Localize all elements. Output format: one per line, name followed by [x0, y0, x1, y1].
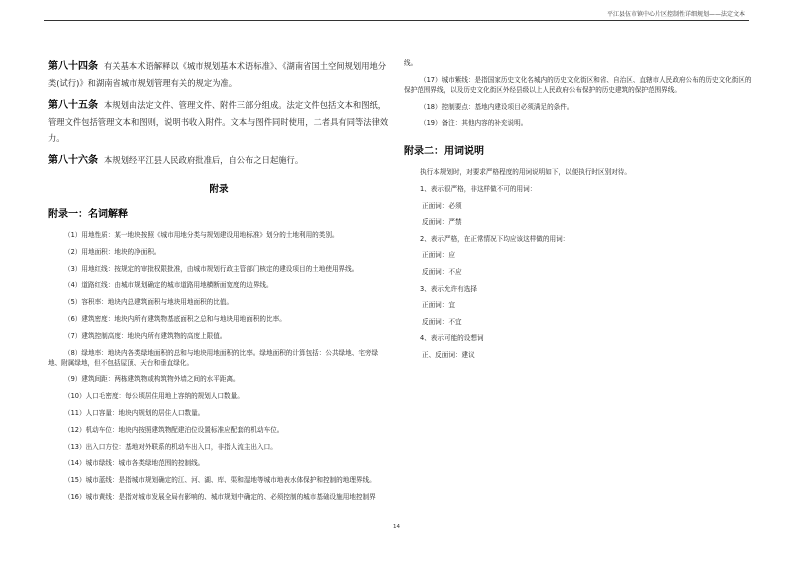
article-number: 第八十六条	[48, 155, 98, 166]
definition-item: （1）用地性质：某一地块按照《城市用地分类与规划建设用地标准》划分的土地利用的类别。	[64, 231, 339, 239]
term-group-head: 4、表示可能的设想词	[420, 334, 484, 343]
definition-item: （6）建筑密度：地块内所有建筑物基底面积之总和与地块用地面积的比率。	[64, 314, 286, 323]
definition-item: （8）绿地率：地块内各类绿地面积的总和与地块用地面积的比率。绿地面积的计算包括：公共绿地、宅旁绿地、附属绿地，但不包括屋顶、天台和垂直绿化。	[48, 348, 379, 367]
definition-item: （12）机动车位：地块内按照建筑物配建泊位设置标准应配套的机动车位。	[64, 425, 284, 434]
definition-item: （2）用地面积：地块的净面积。	[64, 247, 161, 256]
term-negative: 反面词：不宜	[422, 317, 462, 326]
definition-item: （16）城市黄线：是指对城市发展全局有影响的、城市规划中确定的、必须控制的城市基础设施用地控制界	[64, 492, 376, 501]
term-negative: 反面词：严禁	[422, 218, 462, 227]
definition-item: （9）建筑间距：两栋建筑物或构筑物外墙之间的水平距离。	[64, 375, 240, 384]
left-column	[48, 58, 390, 509]
appendix-heading: 附录	[209, 184, 229, 195]
page-number: 14	[393, 524, 400, 530]
article-number: 第八十四条	[48, 61, 98, 72]
definition-item: （5）容积率：地块内总建筑面积与地块用地面积的比值。	[64, 298, 234, 307]
article-text: 本规划经平江县人民政府批准后，自公布之日起施行。	[104, 155, 304, 165]
article-85	[48, 97, 390, 146]
term-intro: 执行本规划时，对要求严格程度的用词说明如下，以便执行时区别对待。	[420, 168, 631, 177]
definition-item: （15）城市蓝线：是指城市规划确定的江、河、湖、库、渠和湿地等城市地表水体保护和控制的地理界线。	[64, 476, 376, 485]
definition-item: （4）道路红线：由城市规划确定的城市道路用地横断面宽度的边界线。	[64, 281, 273, 290]
appendix1-title: 附录一：名词解释	[48, 209, 128, 220]
article-text: 有关基本术语解释以《城市规划基本术语标准》、《湖南省国土空间规划用地分类(试行)》和湖南省城市规划管理有关的规定为准。	[48, 61, 387, 88]
term-positive: 正面词：必须	[422, 201, 462, 210]
right-column	[404, 58, 752, 367]
header-divider	[44, 20, 749, 21]
article-84	[48, 58, 390, 91]
definition-item: （3）用地红线：按规定的审批权限批准，由城市规划行政主管部门核定的建设项目的土地使用界线。	[64, 264, 359, 273]
definition-continuation: 线。	[404, 59, 418, 67]
article-number: 第八十五条	[48, 100, 98, 111]
term-group-head: 1、表示很严格，非这样做不可的用词：	[420, 184, 537, 193]
definition-item: （14）城市绿线：城市各类绿地范围的控制线。	[64, 459, 205, 468]
article-86	[48, 152, 390, 169]
definition-item: （19）备注：其他内容的补充说明。	[420, 119, 528, 128]
definition-item: （10）人口毛密度：每公顷居住用地上容纳的规划人口数量。	[64, 392, 244, 401]
article-text: 本规划由法定文件、管理文件、附件三部分组成。法定文件包括文本和图纸，管理文件包括管理文本和图则，说明书收入附件。文本与图件同时使用，二者具有同等法律效力。	[48, 100, 389, 143]
definition-item: （17）城市紫线：是指国家历史文化名城内的历史文化街区和省、自治区、直辖市人民政府公布的历史文化街区的保护范围界线，以及历史文化街区外经县级以上人民政府公布保护的历史建筑的保护范围界线。	[404, 75, 752, 94]
term-group-head: 3、表示允许有选择	[420, 284, 477, 293]
appendix2-title: 附录二：用词说明	[404, 146, 484, 158]
header-title: 平江县伍市镇中心片区控制性详细规划——法定文本	[606, 11, 745, 18]
term-group-head: 2、表示严格，在正常情况下均应该这样做的用词：	[420, 234, 570, 243]
definition-item: （13）出入口方位：基地对外联系的机动车出入口，非指人流主出入口。	[64, 442, 277, 451]
term-positive: 正、反面词：建议	[422, 350, 475, 359]
definition-item: （11）人口容量：地块内规划的居住人口数量。	[64, 408, 205, 417]
term-positive: 正面词：应	[422, 251, 455, 260]
term-positive: 正面词：宜	[422, 301, 455, 310]
definition-item: （7）建筑控制高度：地块内所有建筑物的高度上限值。	[64, 331, 227, 340]
definition-item: （18）控制要点：基地内建设项目必须满足的条件。	[420, 102, 574, 111]
term-negative: 反面词：不应	[422, 267, 462, 276]
